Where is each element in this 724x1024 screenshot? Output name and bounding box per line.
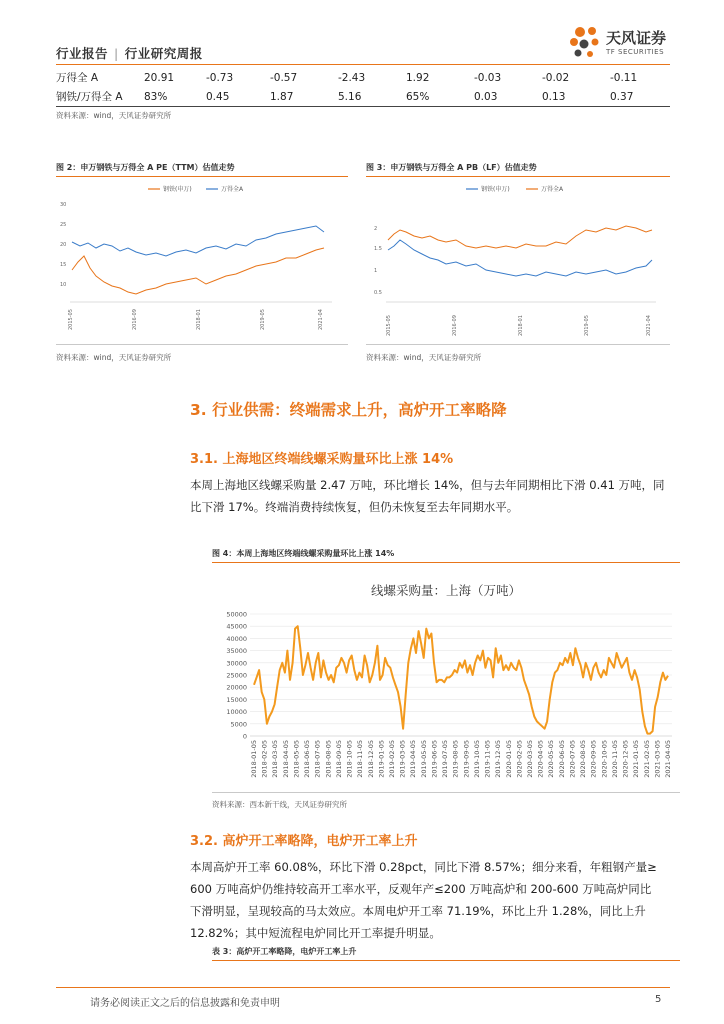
logo-name-cn: 天风证券 [606, 29, 667, 47]
x-tick-label: 2018-04-05 [281, 740, 290, 778]
x-tick-label: 2019-11-05 [483, 740, 492, 778]
x-tick-label: 2019-07-05 [441, 740, 450, 778]
y-tick-label: 20000 [226, 683, 247, 692]
x-tick-label: 2020-11-05 [610, 740, 619, 778]
x-tick: 2019-05 [260, 309, 266, 330]
table-cell: 1.92 [406, 71, 430, 84]
header-separator: | [114, 46, 119, 61]
x-tick-label: 2019-04-05 [409, 740, 418, 778]
x-tick-label: 2020-05-05 [547, 740, 556, 778]
fig3-source: 资料来源：wind，天风证券研究所 [366, 353, 482, 362]
logo-name-en: TF SECURITIES [606, 48, 665, 56]
y-tick: 2 [374, 226, 378, 232]
x-tick-label: 2020-10-05 [600, 740, 609, 778]
table-cell: 0.03 [474, 87, 542, 107]
table-cell: 0.13 [542, 87, 610, 107]
x-tick-label: 2019-05-05 [419, 740, 428, 778]
legend-label: 钢铁(申万) [163, 186, 192, 193]
table-source: 资料来源：wind，天风证券研究所 [56, 111, 172, 120]
x-tick-label: 2018-09-05 [334, 740, 343, 778]
paragraph-line: 12.82%；其中短流程电炉同比开工率提升明显。 [190, 926, 441, 940]
x-tick-label: 2018-05-05 [292, 740, 301, 778]
table-cell: -0.02 [542, 71, 570, 84]
fig2-series-b-line [72, 248, 324, 294]
x-tick-label: 2020-12-05 [621, 740, 630, 778]
y-tick-label: 50000 [226, 610, 247, 619]
x-tick: 2016-09 [452, 315, 458, 336]
y-tick-label: 0 [242, 732, 247, 741]
x-tick: 2018-01 [196, 309, 202, 330]
x-tick-label: 2020-03-05 [526, 740, 534, 778]
y-tick-label: 10000 [226, 708, 247, 717]
x-tick-label: 2021-03-05 [653, 740, 662, 778]
table-cell: 65% [406, 87, 474, 107]
table-cell: -0.11 [610, 71, 638, 84]
fig3-series-a-line [388, 226, 652, 248]
x-tick-label: 2019-09-05 [462, 740, 471, 778]
y-tick-label: 15000 [226, 695, 247, 704]
fig2-rule [56, 176, 348, 177]
fig3-title: 图 3：申万钢铁与万得全 A PB（LF）估值走势 [366, 163, 537, 172]
x-tick-label: 2021-04-05 [664, 740, 672, 778]
table-cell: -0.57 [270, 71, 298, 84]
company-logo [566, 22, 676, 64]
x-tick: 2018-01 [518, 315, 524, 336]
fig2-bottom-rule [56, 344, 348, 345]
x-tick-label: 2019-12-05 [494, 740, 503, 778]
x-tick-label: 2019-03-05 [398, 740, 407, 778]
legend-label: 万得全A [221, 186, 244, 193]
fig2-source: 资料来源：wind，天风证券研究所 [56, 353, 172, 362]
fig4-series-line [254, 626, 668, 733]
y-tick: 0.5 [374, 290, 382, 296]
x-tick: 2015-05 [68, 309, 74, 330]
fig3-series-b-line [388, 240, 652, 276]
paragraph-line: 下滑明显，呈现较高的马太效应。本周电炉开工率 71.19%，环比上升 1.28%，同比上升 [190, 904, 646, 918]
y-tick: 15 [60, 262, 67, 268]
x-tick-label: 2018-10-05 [345, 740, 354, 778]
fig4-rule [212, 562, 680, 563]
x-tick-label: 2020-06-05 [557, 740, 566, 778]
x-tick-label: 2020-01-05 [504, 740, 513, 778]
section-heading: 3. 行业供需：终端需求上升，高炉开工率略降 [190, 401, 507, 419]
table-cell: 5.16 [338, 87, 406, 107]
table-row [56, 87, 670, 107]
table-cell: 83% [144, 87, 206, 107]
y-tick: 25 [60, 222, 67, 228]
fig4-title: 图 4：本周上海地区终端线螺采购量环比上涨 14% [212, 549, 395, 558]
y-tick-label: 40000 [226, 634, 247, 643]
paragraph-3-2 [190, 856, 680, 944]
subsection-heading-3-1: 3.1. 上海地区终端线螺采购量环比上涨 14% [190, 452, 454, 467]
x-tick: 2019-05 [584, 315, 590, 336]
x-tick-label: 2018-03-05 [271, 740, 280, 778]
table-cell: -0.73 [206, 71, 234, 84]
x-tick-label: 2018-11-05 [356, 740, 365, 778]
x-tick-label: 2021-01-05 [632, 740, 641, 778]
y-tick-label: 5000 [230, 720, 247, 729]
x-tick-label: 2018-07-05 [313, 740, 322, 778]
table-cell: 1.87 [270, 87, 338, 107]
x-tick-label: 2020-02-05 [515, 740, 524, 778]
paragraph-3-1 [190, 474, 680, 518]
table-cell: -0.03 [474, 71, 502, 84]
fig4-bottom-rule [212, 792, 680, 793]
x-tick-label: 2020-04-05 [536, 740, 545, 778]
row-label: 钢铁/万得全 A [56, 87, 144, 107]
legend-label: 钢铁(申万) [481, 186, 510, 193]
x-tick: 2021-04 [646, 315, 652, 336]
fig2-chart [56, 180, 348, 342]
x-tick-label: 2019-02-05 [388, 740, 396, 778]
y-tick-label: 35000 [226, 647, 247, 656]
x-tick-label: 2020-08-05 [579, 740, 588, 778]
table-cell: 20.91 [144, 71, 175, 84]
x-tick-label: 2020-07-05 [568, 740, 577, 778]
table3-rule [212, 960, 680, 961]
table-cell: -2.43 [338, 71, 366, 84]
fig3-rule [366, 176, 670, 177]
x-tick-label: 2020-09-05 [589, 740, 598, 778]
fig3-chart [366, 180, 670, 342]
x-tick-label: 2018-01-05 [250, 740, 258, 778]
logo-flower-icon [566, 22, 606, 62]
x-tick-label: 2018-06-05 [303, 740, 312, 778]
x-tick: 2021-04 [318, 309, 324, 330]
legend-label: 万得全A [541, 186, 564, 193]
page-number: 5 [655, 994, 662, 1005]
x-tick-label: 2021-02-05 [642, 740, 651, 778]
x-tick: 2015-05 [386, 315, 392, 336]
table-row [56, 68, 670, 87]
x-tick-label: 2018-02-05 [260, 740, 269, 778]
table-cell: 0.45 [206, 87, 270, 107]
fig4-source: 资料来源：西本新干线，天风证券研究所 [212, 800, 347, 809]
y-tick: 10 [60, 282, 67, 288]
y-tick: 30 [60, 202, 67, 208]
x-tick-label: 2019-10-05 [472, 740, 481, 778]
fig3-bottom-rule [366, 344, 670, 345]
x-tick-label: 2018-08-05 [324, 740, 333, 778]
table3-title: 表 3：高炉开工率略降，电炉开工率上升 [212, 947, 357, 956]
x-tick-label: 2019-08-05 [451, 740, 460, 778]
footer-disclaimer: 请务必阅读正文之后的信息披露和免责申明 [90, 998, 280, 1009]
y-tick-label: 45000 [226, 622, 247, 631]
paragraph-line: 比下滑 17%。终端消费持续恢复，但仍未恢复至去年同期水平。 [190, 500, 519, 514]
row-label: 万得全 A [56, 72, 99, 84]
paragraph-line: 600 万吨高炉仍维持较高开工率水平，反观年产≤200 万吨高炉和 200-600 万吨高炉同比 [190, 882, 652, 896]
fig2-title: 图 2：申万钢铁与万得全 A PE（TTM）估值走势 [56, 163, 235, 172]
x-tick-label: 2019-06-05 [430, 740, 439, 778]
y-tick: 1.5 [374, 246, 382, 252]
header-subcategory: 行业研究周报 [124, 46, 203, 61]
y-tick: 1 [374, 268, 378, 274]
x-tick-label: 2019-01-05 [377, 740, 386, 778]
header-rule [56, 64, 670, 65]
table-cell: 0.37 [610, 87, 670, 107]
fig4-chart-title: 线螺采购量：上海（万吨） [370, 583, 522, 598]
valuation-table [56, 68, 670, 107]
y-tick: 20 [60, 242, 67, 248]
footer-rule [56, 987, 670, 988]
x-tick-label: 2018-12-05 [366, 740, 375, 778]
paragraph-line: 本周高炉开工率 60.08%，环比下滑 0.28pct，同比下滑 8.57%；细分来看，年粗钢产量≥ [190, 860, 657, 874]
x-tick: 2016-09 [132, 309, 138, 330]
y-tick-label: 25000 [226, 671, 247, 680]
report-header [56, 44, 203, 62]
header-category: 行业报告 [56, 46, 109, 61]
subsection-heading-3-2: 3.2. 高炉开工率略降，电炉开工率上升 [190, 834, 418, 849]
y-tick-label: 30000 [226, 659, 247, 668]
fig4-chart [212, 566, 680, 790]
paragraph-line: 本周上海地区线螺采购量 2.47 万吨，环比增长 14%，但与去年同期相比下滑 0.41 万吨，同 [190, 478, 665, 492]
fig2-series-a-line [72, 226, 324, 256]
